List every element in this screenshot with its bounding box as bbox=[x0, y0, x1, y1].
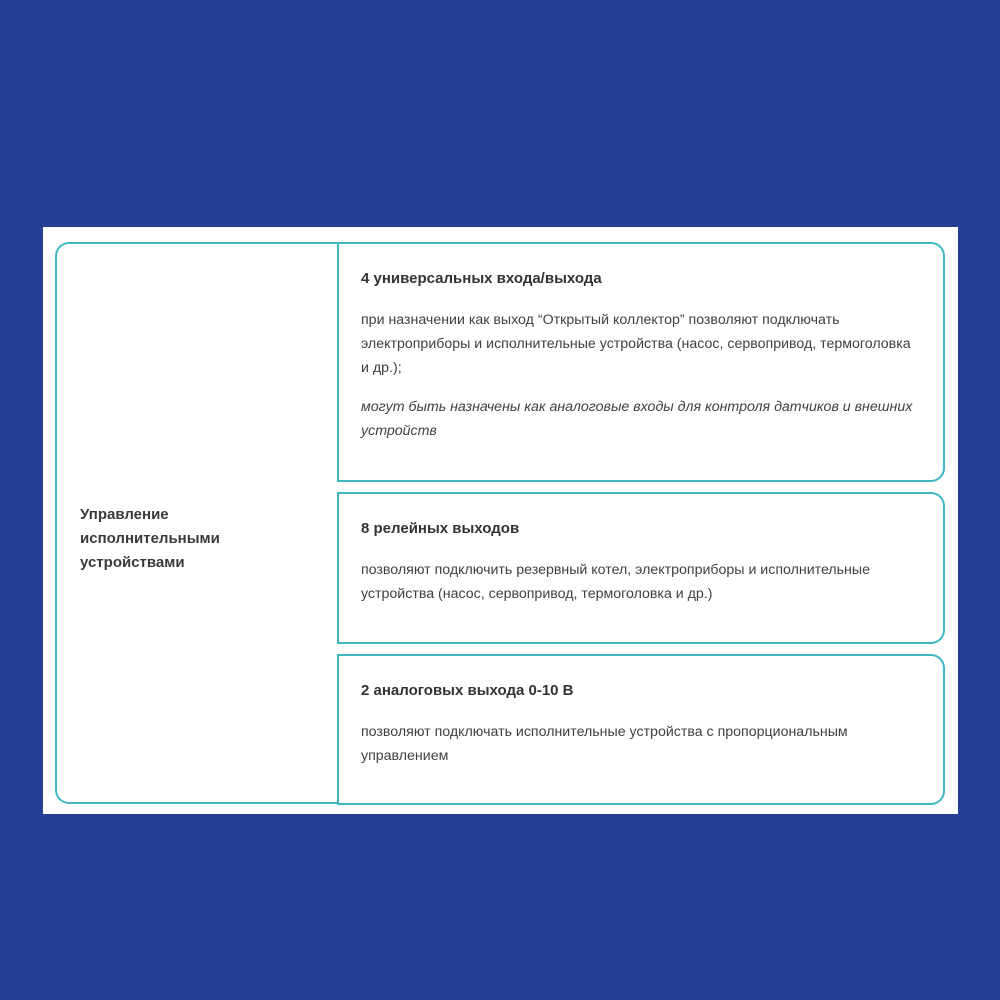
section-description: позволяют подключить резервный котел, электроприборы и исполнительные устройства (насос, сервопривод, термоголовка и др.) bbox=[361, 562, 870, 602]
universal-io-section bbox=[337, 242, 945, 482]
section-title: 2 аналоговых выхода 0-10 В bbox=[361, 682, 574, 699]
section-title: 8 релейных выходов bbox=[361, 520, 520, 537]
section-description: при назначении как выход “Открытый коллектор” позволяют подключать электроприборы и исполнительные устройства (насос, сервопривод, термоголовка и др.); bbox=[361, 312, 911, 376]
row-label-cell bbox=[55, 242, 339, 804]
row-label: Управление исполнительными устройствами bbox=[80, 506, 220, 571]
section-description: позволяют подключать исполнительные устройства с пропорциональным управлением bbox=[361, 724, 848, 764]
section-title: 4 универсальных входа/выхода bbox=[361, 270, 602, 287]
analog-outputs-section bbox=[337, 654, 945, 805]
spec-table-card bbox=[43, 227, 958, 814]
relay-outputs-section bbox=[337, 492, 945, 644]
section-note: могут быть назначены как аналоговые входы для контроля датчиков и внешних устройств bbox=[361, 399, 913, 439]
